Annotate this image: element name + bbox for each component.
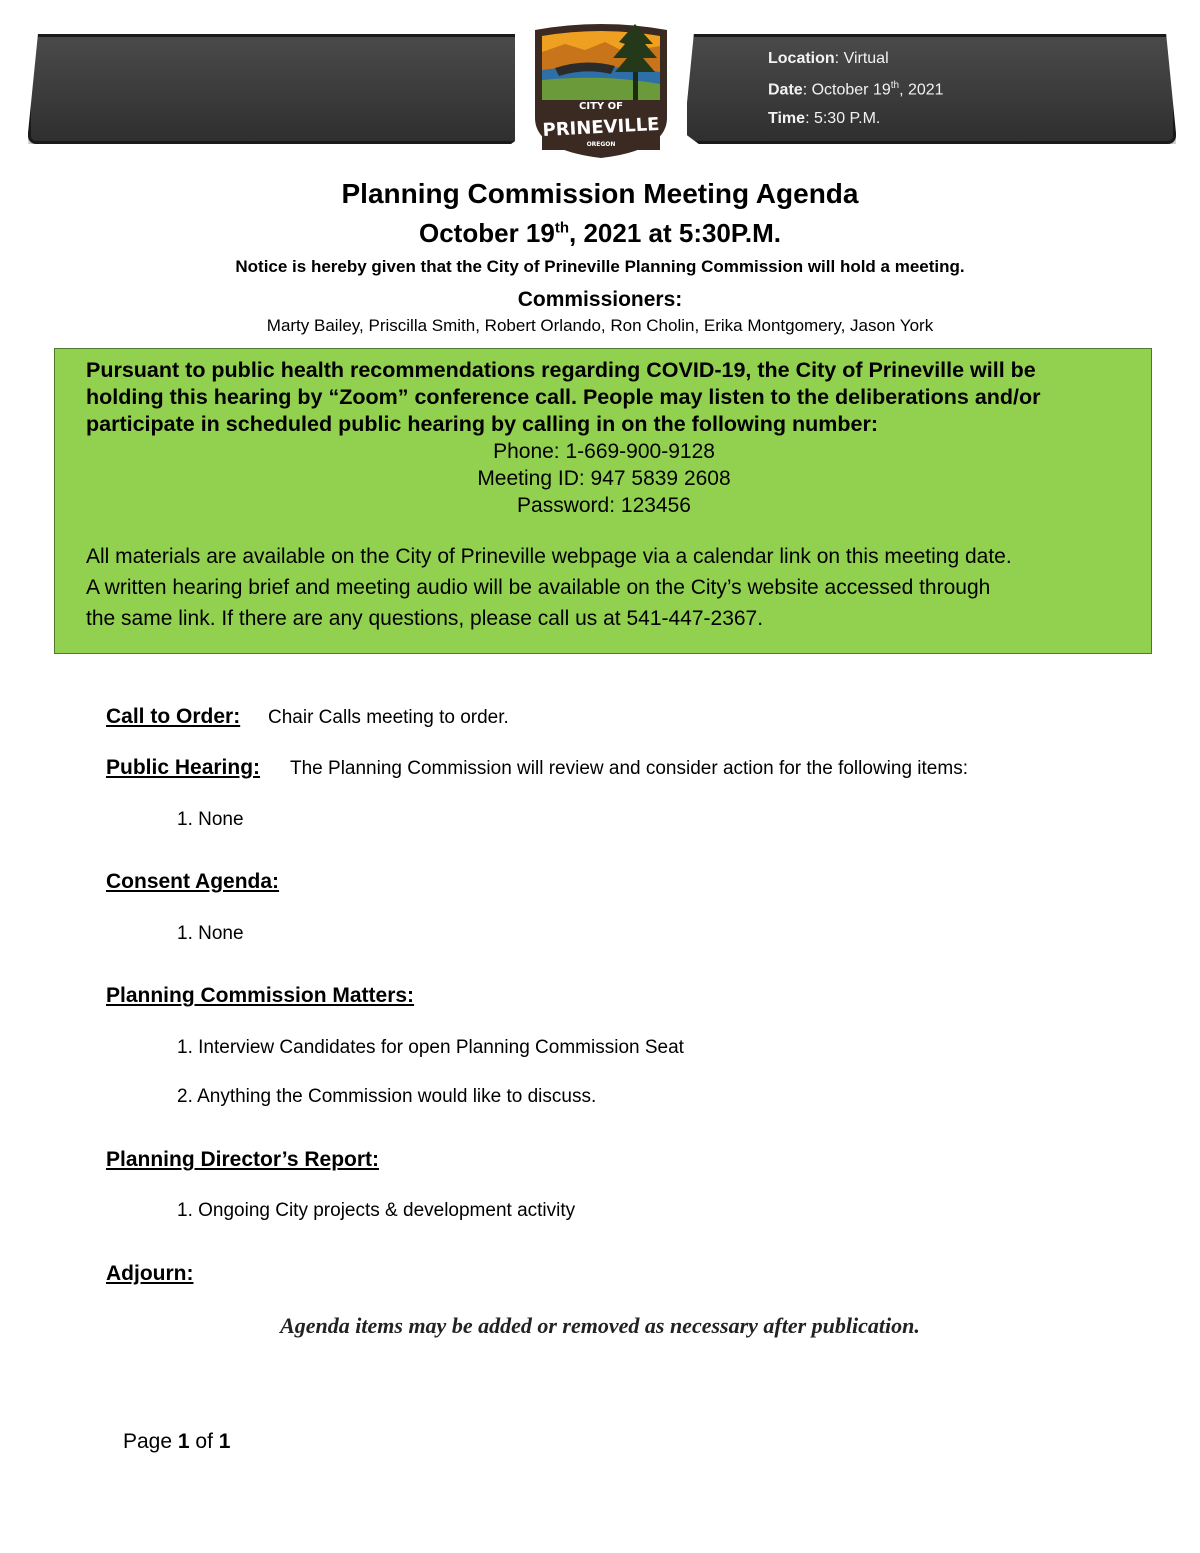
meta-date	[768, 80, 944, 99]
logo-line1: CITY OF	[579, 101, 623, 112]
covid-line3: participate in scheduled public hearing by calling in on the following number:	[86, 412, 878, 436]
covid-password: Password: 123456	[517, 494, 691, 517]
page-prefix: Page	[123, 1430, 178, 1453]
meeting-date-suffix: , 2021 at 5:30P.M.	[569, 218, 781, 248]
covid-phone: Phone: 1-669-900-9128	[493, 440, 715, 463]
location-label: Location	[768, 50, 835, 67]
covid-notice-box	[54, 348, 1152, 654]
date-value-sup: th	[890, 80, 900, 91]
date-value-prefix: : October 19	[802, 81, 891, 99]
page-number	[123, 1430, 230, 1454]
adjourn-heading: Adjourn:	[106, 1262, 194, 1285]
time-label: Time	[768, 110, 806, 127]
meeting-date-sup: th	[554, 219, 569, 237]
page-current: 1	[177, 1430, 190, 1453]
commission-matters-item-2: 2. Anything the Commission would like to discuss.	[177, 1086, 597, 1107]
covid-meeting-id: Meeting ID: 947 5839 2608	[477, 467, 731, 490]
covid-para1: All materials are available on the City of Prineville webpage via a calendar link on this meeting date.	[86, 545, 1012, 568]
page-total: 1	[218, 1430, 231, 1453]
call-to-order-heading: Call to Order:	[106, 705, 241, 728]
city-logo	[515, 22, 687, 162]
covid-line2: holding this hearing by “Zoom” conference call. People may listen to the deliberations and/or	[86, 385, 1041, 409]
commissioners-list: Marty Bailey, Priscilla Smith, Robert Orlando, Ron Cholin, Erika Montgomery, Jason York	[266, 316, 934, 335]
call-to-order-text: Chair Calls meeting to order.	[268, 707, 509, 728]
commissioners-label: Commissioners:	[517, 288, 683, 311]
date-label: Date	[768, 81, 803, 99]
header-banner-left	[28, 34, 526, 144]
commission-matters-heading: Planning Commission Matters:	[106, 984, 415, 1007]
agenda-disclaimer: Agenda items may be added or removed as necessary after publication.	[280, 1313, 920, 1338]
meeting-date	[0, 218, 1200, 249]
meta-location	[768, 50, 889, 68]
notice-text: Notice is hereby given that the City of Prineville Planning Commission will hold a meeting.	[235, 257, 965, 276]
city-logo-badge-icon	[515, 22, 687, 162]
meeting-date-prefix: October 19	[419, 218, 555, 248]
meta-time	[768, 110, 880, 128]
date-value-suffix: , 2021	[899, 81, 944, 99]
public-hearing-heading: Public Hearing:	[106, 756, 261, 779]
commission-matters-item-1: 1. Interview Candidates for open Planning Commission Seat	[177, 1037, 684, 1058]
page-of: of	[189, 1430, 219, 1453]
covid-para3: the same link. If there are any questions, please call us at 541-447-2367.	[86, 607, 764, 630]
director-report-heading: Planning Director’s Report:	[106, 1148, 380, 1171]
public-hearing-text: The Planning Commission will review and consider action for the following items:	[290, 758, 968, 779]
page-title: Planning Commission Meeting Agenda	[341, 178, 859, 209]
logo-line2: PRINEVILLE	[542, 113, 660, 142]
director-report-item-1: 1. Ongoing City projects & development activity	[177, 1200, 576, 1221]
consent-item-1: 1. None	[177, 923, 244, 944]
covid-para2: A written hearing brief and meeting audio will be available on the City’s website accessed through	[86, 576, 991, 599]
consent-agenda-heading: Consent Agenda:	[106, 870, 280, 893]
public-hearing-item-1: 1. None	[177, 809, 244, 830]
location-value: : Virtual	[834, 50, 889, 67]
time-value: : 5:30 P.M.	[805, 110, 881, 127]
covid-line1: Pursuant to public health recommendations regarding COVID-19, the City of Prineville will be	[86, 358, 1036, 382]
logo-line3: OREGON	[586, 141, 616, 148]
